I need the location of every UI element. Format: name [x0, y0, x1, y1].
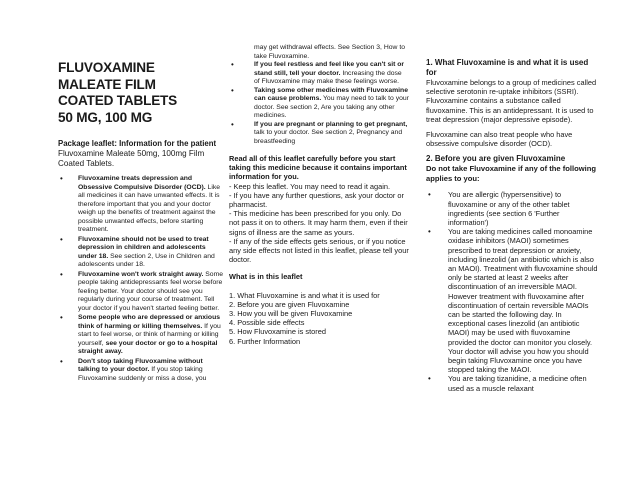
section-1-paragraph: Fluvoxamine can also treat people who have obsessive compulsive disorder (OCD).: [426, 130, 573, 149]
contraindications-list: [426, 190, 598, 392]
column-right: [426, 58, 598, 393]
section-1-heading: 1. What Fluvoxamine is and what it is used for: [426, 58, 589, 77]
title-line: FLUVOXAMINE: [58, 60, 155, 75]
title-line: 50 MG, 100 MG: [58, 109, 153, 125]
list-item: [58, 358, 224, 384]
contents-item: 6. Further Information: [229, 336, 301, 346]
contents-item: 1. What Fluvoxamine is and what it is used for: [229, 290, 380, 300]
list-item: • You are allergic (hypersensitive) to fluvoxamine or any of the other tablet ingredients (see section 6 'Further information'): [426, 190, 598, 227]
item-text: Increasing the dose of Fluvoxamine may make these feelings worse.: [254, 69, 402, 85]
bold-text: Taking some other medicines with Fluvoxamine can cause problems.: [254, 86, 408, 102]
read-all-item: - If you have any further questions, ask your doctor or pharmacist.: [229, 190, 405, 210]
read-all-item: - Keep this leaflet. You may need to read it again.: [229, 181, 391, 191]
column-middle: [229, 44, 409, 346]
contents-item: 2. Before you are given Fluvoxamine: [229, 299, 350, 309]
item-text: Some people taking antidepressants feel worse before feeling better. Your doctor should see you regularly during your course of treatment. Tell your doctor if you haven't started feeling better.: [78, 270, 224, 312]
document-title: [58, 60, 224, 126]
item-text: You may need to talk to your doctor. See section 2, Are you taking any other medicines.: [254, 95, 409, 119]
list-item: • You are taking medicines called monoamine oxidase inhibitors (MAOI) sometimes prescribed to treat depression or anxiety, including linezolid (an antibiotic which is also an MAOI). Treatment with fluvoxamine should only be started at least 2 weeks after discontinuation of an irreversible MAOI. However treatment with fluvoxamine after discontinuation of certain reversible MAOIs can be started the following day. In exceptional cases linezolid (an antibiotic MAOI) may be used with fluvoxamine provided the doctor can monitor you closely. Your doctor will advise you how you should begin taking Fluvoxamine once you have stopped taking the MAOI.: [426, 227, 598, 374]
contents-item: 5. How Fluvoxamine is stored: [229, 327, 326, 337]
key-points-list-continued: [229, 61, 409, 146]
title-line: COATED TABLETS: [58, 93, 178, 108]
product-line: Fluvoxamine Maleate 50mg, 100mg Film Coated Tablets.: [58, 148, 205, 168]
bold-text: If you are pregnant or planning to get pregnant,: [254, 120, 408, 128]
list-item: [58, 236, 224, 270]
contents-heading: What is in this leaflet: [229, 272, 303, 282]
item-text: If you start to feel worse, or think of harming or killing yourself,: [78, 322, 221, 347]
bold-text: Don't stop taking Fluvoxamine without talking to your doctor.: [78, 357, 203, 374]
bold-text: see your doctor or go to a hospital straight away.: [78, 339, 218, 356]
list-item: [58, 175, 224, 235]
bold-text: If you feel restless and feel like you can't sit or stand still, tell your doctor.: [254, 61, 405, 77]
bold-text: Some people who are depressed or anxious think of harming or killing themselves.: [78, 314, 221, 330]
read-all-item: - This medicine has been prescribed for you only. Do not pass it on to others. It may harm them, even if their signs of illness are the same as yours.: [229, 209, 408, 237]
contents-section: [229, 272, 409, 345]
list-item: [229, 87, 409, 121]
read-all-heading: Read all of this leaflet carefully before you start taking this medicine because it contains important information for you.: [229, 154, 407, 182]
item-text: If you stop taking Fluvoxamine suddenly or miss a dose, you: [78, 366, 207, 382]
section-1-paragraph: Fluvoxamine belongs to a group of medicines called selective serotonin re-uptake inhibitors (SSRI). Fluvoxamine contains a substance called fluvoxamine. This is an antidepressant. It is used to treat depression (major depressive episode).: [426, 78, 597, 124]
item-text: Like all medicines it can have unwanted effects. It is therefore important that you and your doctor weigh up the benefits of treatment against the possible unwanted effects, before starting treatment.: [78, 183, 221, 234]
item-text: See section 2, Use in Children and adolescents under 18.: [78, 252, 215, 269]
read-all-section: [229, 154, 409, 264]
list-item: • You are taking tizanidine, a medicine often used as a muscle relaxant: [426, 374, 598, 392]
section-2-heading: 2. Before you are given Fluvoxamine: [426, 154, 566, 164]
bold-text: Fluvoxamine should not be used to treat depression in children and adolescents under 18.: [78, 235, 209, 260]
contents-item: 4. Possible side effects: [229, 318, 305, 328]
title-line: MALEATE FILM: [58, 76, 156, 92]
section-2-subheading: Do not take Fluvoxamine if any of the following applies to you:: [426, 164, 597, 184]
list-item: [229, 61, 409, 87]
list-item: [58, 271, 224, 314]
column-left: [58, 60, 224, 384]
bold-text: Fluvoxamine treats depression and Obsessive Compulsive Disorder (OCD).: [78, 175, 206, 191]
bold-text: Fluvoxamine won't work straight away.: [78, 270, 204, 278]
contents-item: 3. How you will be given Fluvoxamine: [229, 309, 353, 319]
item-text: talk to your doctor. See section 2, Pregnancy and breastfeeding: [254, 129, 403, 145]
list-item: [229, 121, 409, 147]
key-points-list: [58, 175, 224, 383]
list-item: [58, 314, 224, 357]
read-all-item: - If any of the side effects gets serious, or if you notice any side effects not listed in this leaflet, please tell your doctor.: [229, 236, 409, 265]
leaflet-heading: Package leaflet: Information for the patient: [58, 139, 217, 148]
continued-text: may get withdrawal effects. See Section 3, How to take Fluvoxamine.: [254, 44, 405, 60]
